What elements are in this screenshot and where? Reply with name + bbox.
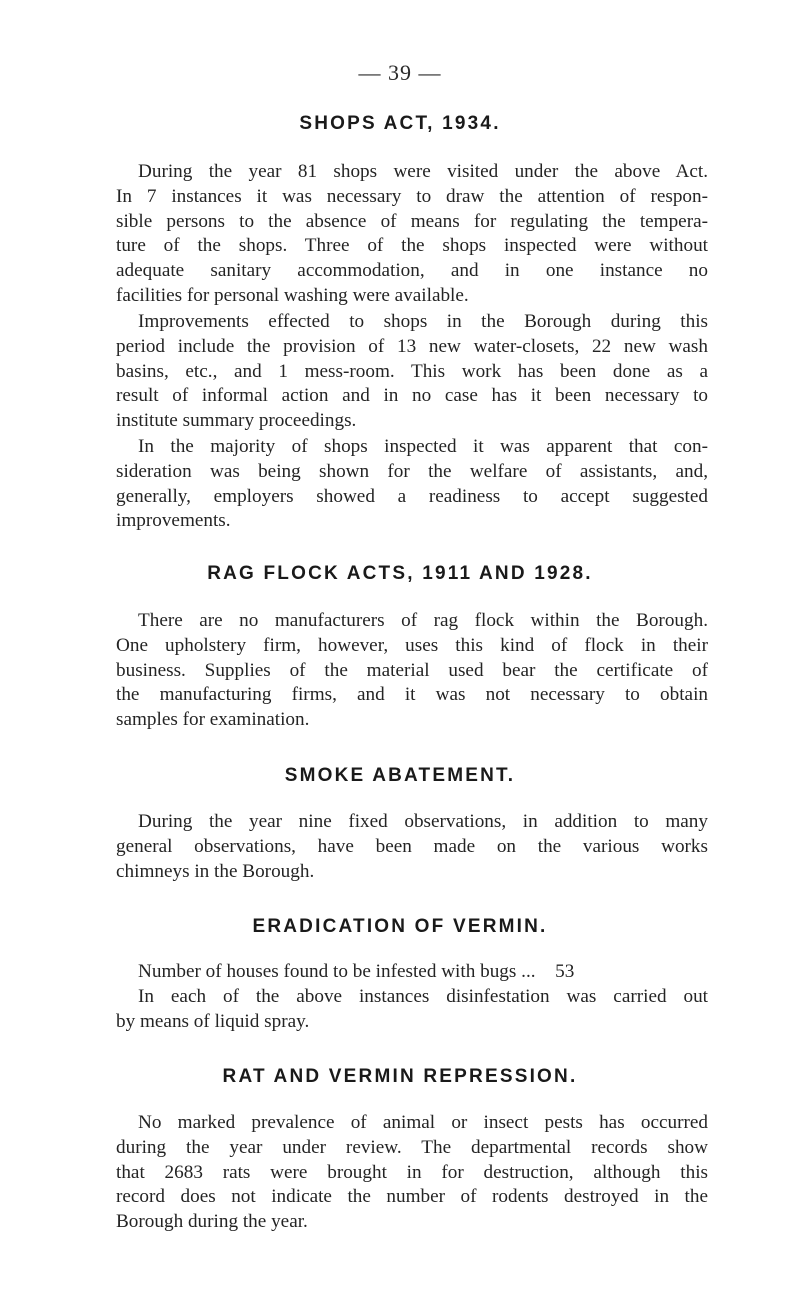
text-line: that 2683 rats were brought in for destruction, although this <box>116 1161 708 1183</box>
text-line: samples for examination. <box>116 709 310 731</box>
text-line: During the year nine fixed observations, in addition to many <box>138 811 708 832</box>
text-line: There are no manufacturers of rag flock within the Borough. <box>138 610 708 631</box>
text-line: institute summary proceedings. <box>116 410 357 432</box>
vermin-count-label: Number of houses found to be infested with bugs ... <box>138 961 536 982</box>
text-line: sideration was being shown for the welfare of assistants, and, <box>116 460 708 482</box>
text-line: In the majority of shops inspected it was apparent that con- <box>138 436 708 457</box>
text-line: record does not indicate the number of rodents destroyed in the <box>116 1186 708 1208</box>
text-line: In each of the above instances disinfestation was carried out <box>138 986 708 1007</box>
text-line: chimneys in the Borough. <box>116 860 315 882</box>
text-line: during the year under review. The departmental records show <box>116 1136 708 1158</box>
shops-paragraph-3 <box>116 435 708 534</box>
text-line: No marked prevalence of animal or insect pests has occurred <box>138 1112 708 1133</box>
text-line: facilities for personal washing were available. <box>116 284 469 306</box>
text-line: sible persons to the absence of means for regulating the tempera- <box>116 210 708 232</box>
text-line: Borough during the year. <box>116 1211 308 1233</box>
heading-smoke-abatement: SMOKE ABATEMENT. <box>284 765 516 786</box>
text-line: basins, etc., and 1 mess-room. This work has been done as a <box>116 360 708 382</box>
page-number: — 39 — <box>358 60 442 85</box>
smoke-paragraph <box>116 810 708 884</box>
heading-shops-act: SHOPS ACT, 1934. <box>299 113 501 134</box>
text-line: One upholstery firm, however, uses this kind of flock in their <box>116 634 708 656</box>
text-line: business. Supplies of the material used bear the certificate of <box>116 659 708 681</box>
text-line: In 7 instances it was necessary to draw the attention of respon- <box>116 185 708 207</box>
text-line: During the year 81 shops were visited under the above Act. <box>138 161 708 182</box>
heading-rag-flock-acts: RAG FLOCK ACTS, 1911 AND 1928. <box>207 563 593 584</box>
text-line: result of informal action and in no case has it been necessary to <box>116 385 708 407</box>
rat-paragraph <box>116 1111 708 1235</box>
text-line: general observations, have been made on the various works <box>116 835 708 857</box>
text-line: adequate sanitary accommodation, and in one instance no <box>116 260 708 282</box>
vermin-count-row <box>116 960 730 985</box>
text-line: improvements. <box>116 510 231 532</box>
vermin-count-value: 53 <box>555 961 575 982</box>
text-line: Improvements effected to shops in the Borough during this <box>138 311 708 332</box>
text-line: the manufacturing firms, and it was not necessary to obtain <box>116 684 708 706</box>
heading-rat-and-vermin-repression: RAT AND VERMIN REPRESSION. <box>222 1066 578 1087</box>
text-line: period include the provision of 13 new water-closets, 22 new wash <box>116 335 708 357</box>
shops-paragraph-1 <box>116 160 708 309</box>
text-line: by means of liquid spray. <box>116 1010 310 1032</box>
shops-paragraph-2 <box>116 310 708 434</box>
text-line: ture of the shops. Three of the shops inspected were without <box>116 235 708 257</box>
text-line: generally, employers showed a readiness to accept suggested <box>116 485 708 507</box>
heading-eradication-of-vermin: ERADICATION OF VERMIN. <box>252 916 548 937</box>
vermin-paragraph <box>116 985 708 1035</box>
rag-flock-paragraph <box>116 609 708 733</box>
